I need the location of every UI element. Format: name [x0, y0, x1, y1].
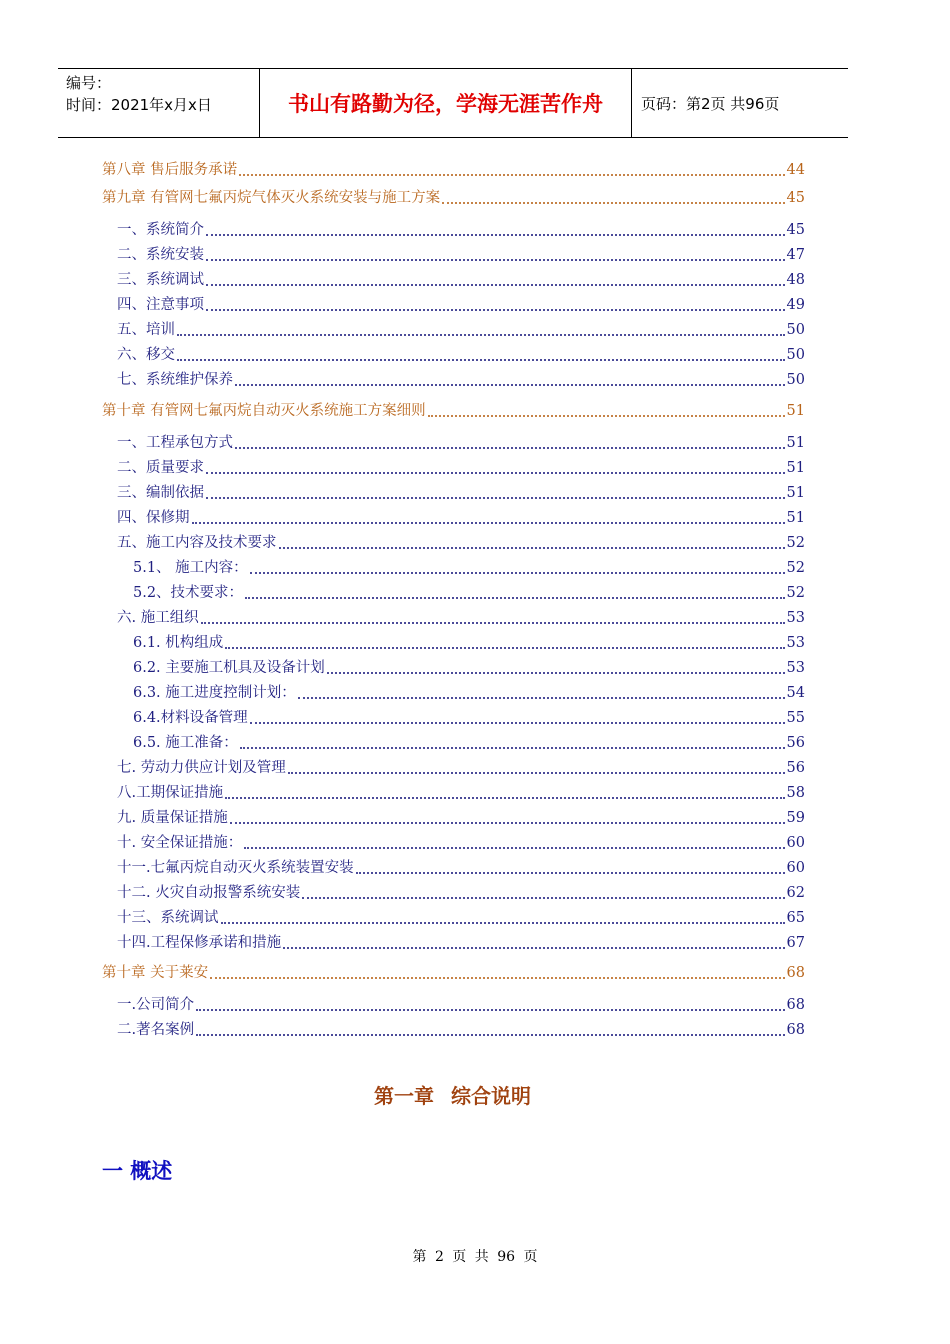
toc-entry-title: 五、培训 — [117, 322, 175, 338]
toc-leader-dots — [225, 797, 784, 799]
toc-entry-title: 十三、系统调试 — [117, 910, 219, 926]
toc-leader-dots — [201, 622, 785, 624]
toc-leader-dots — [288, 772, 785, 774]
toc-entry[interactable] — [133, 658, 805, 678]
toc-leader-dots — [239, 174, 784, 176]
toc-entry-title: 6.3. 施工进度控制计划： — [133, 685, 296, 701]
toc-entry-title: 十. 安全保证措施： — [117, 835, 243, 851]
toc-leader-dots — [206, 259, 785, 261]
toc-leader-dots — [442, 202, 784, 204]
toc-entry[interactable] — [133, 733, 805, 753]
toc-entry[interactable] — [117, 908, 805, 928]
toc-entry[interactable] — [117, 1020, 805, 1040]
toc-entry[interactable] — [117, 608, 805, 628]
toc-entry-title: 三、编制依据 — [117, 485, 204, 501]
toc-entry[interactable] — [117, 995, 805, 1015]
toc-entry-page: 47 — [786, 247, 805, 263]
toc-entry-page: 51 — [786, 510, 805, 526]
toc-entry-page: 52 — [786, 585, 805, 601]
toc-entry-page: 51 — [786, 435, 805, 451]
toc-entry-title: 6.5. 施工准备： — [133, 735, 238, 751]
header-motto: 书山有路勤为径，学海无涯苦作舟 — [259, 69, 632, 137]
toc-entry-title: 第八章 售后服务承诺 — [102, 162, 238, 178]
toc-entry-title: 四、保修期 — [117, 510, 190, 526]
toc-entry-title: 七、系统维护保养 — [117, 372, 233, 388]
toc-entry[interactable] — [133, 683, 805, 703]
toc-entry[interactable] — [117, 458, 805, 478]
toc-entry[interactable] — [117, 483, 805, 503]
toc-entry[interactable] — [117, 345, 805, 365]
toc-entry-title: 5.1、 施工内容： — [133, 560, 248, 576]
toc-entry[interactable] — [117, 758, 805, 778]
toc-leader-dots — [298, 697, 785, 699]
toc-leader-dots — [206, 497, 785, 499]
toc-entry[interactable] — [117, 245, 805, 265]
toc-entry-page: 68 — [786, 965, 805, 981]
toc-entry-page: 53 — [786, 635, 805, 651]
toc-entry[interactable] — [117, 808, 805, 828]
toc-entry-page: 62 — [786, 885, 805, 901]
toc-leader-dots — [245, 597, 784, 599]
toc-entry-title: 6.4.材料设备管理 — [133, 710, 248, 726]
header-number-label: 编号： — [66, 74, 112, 92]
toc-entry-page: 60 — [786, 860, 805, 876]
toc-entry-page: 50 — [786, 322, 805, 338]
toc-leader-dots — [302, 897, 784, 899]
toc-leader-dots — [235, 447, 785, 449]
toc-leader-dots — [428, 415, 785, 417]
toc-entry-title: 第十章 有管网七氟丙烷自动灭火系统施工方案细则 — [102, 403, 426, 419]
toc-entry-page: 60 — [786, 835, 805, 851]
toc-leader-dots — [244, 847, 784, 849]
toc-entry-page: 67 — [786, 935, 805, 951]
toc-entry-page: 68 — [786, 997, 805, 1013]
toc-entry-page: 49 — [786, 297, 805, 313]
toc-entry-title: 六. 施工组织 — [117, 610, 199, 626]
toc-leader-dots — [225, 647, 784, 649]
toc-entry-title: 五、施工内容及技术要求 — [117, 535, 277, 551]
toc-chapter-entry[interactable] — [102, 188, 805, 208]
toc-leader-dots — [283, 947, 784, 949]
toc-leader-dots — [206, 472, 785, 474]
toc-entry[interactable] — [117, 833, 805, 853]
toc-leader-dots — [250, 572, 785, 574]
toc-leader-dots — [206, 234, 785, 236]
toc-entry[interactable] — [117, 370, 805, 390]
toc-entry-page: 50 — [786, 372, 805, 388]
toc-chapter-entry[interactable] — [102, 401, 805, 421]
toc-entry-page: 55 — [786, 710, 805, 726]
toc-chapter-entry[interactable] — [102, 963, 805, 983]
toc-leader-dots — [196, 1034, 784, 1036]
toc-entry-title: 十四.工程保修承诺和措施 — [117, 935, 282, 951]
toc-entry-page: 54 — [786, 685, 805, 701]
section-heading: 一 概述 — [102, 1159, 173, 1183]
toc-entry[interactable] — [117, 220, 805, 240]
toc-entry-page: 56 — [786, 760, 805, 776]
toc-entry-page: 65 — [786, 910, 805, 926]
toc-entry-page: 51 — [786, 403, 805, 419]
toc-entry[interactable] — [117, 858, 805, 878]
toc-entry-page: 48 — [786, 272, 805, 288]
toc-entry-page: 45 — [786, 190, 805, 206]
toc-leader-dots — [206, 309, 785, 311]
toc-entry[interactable] — [117, 433, 805, 453]
page-header — [58, 68, 848, 138]
toc-entry-page: 45 — [786, 222, 805, 238]
toc-entry[interactable] — [117, 883, 805, 903]
toc-leader-dots — [192, 522, 785, 524]
toc-leader-dots — [196, 1009, 784, 1011]
toc-entry-page: 52 — [786, 535, 805, 551]
toc-entry-title: 八.工期保证措施 — [117, 785, 224, 801]
header-meta — [58, 69, 259, 137]
toc-entry-title: 四、注意事项 — [117, 297, 204, 313]
toc-leader-dots — [240, 747, 785, 749]
toc-entry-title: 第十章 关于莱安 — [102, 965, 209, 981]
toc-entry-title: 一、工程承包方式 — [117, 435, 233, 451]
toc-entry-page: 53 — [786, 610, 805, 626]
toc-entry-title: 一、系统简介 — [117, 222, 204, 238]
toc-entry[interactable] — [117, 320, 805, 340]
toc-entry-page: 44 — [786, 162, 805, 178]
toc-entry[interactable] — [133, 708, 805, 728]
toc-leader-dots — [210, 977, 784, 979]
toc-entry-title: 三、系统调试 — [117, 272, 204, 288]
toc-entry-title: 6.2. 主要施工机具及设备计划 — [133, 660, 325, 676]
toc-entry-page: 53 — [786, 660, 805, 676]
toc-entry-title: 十二. 火灾自动报警系统安装 — [117, 885, 301, 901]
toc-entry[interactable] — [117, 533, 805, 553]
toc-entry-title: 九. 质量保证措施 — [117, 810, 228, 826]
header-time-label: 时间：2021年x月x日 — [66, 96, 212, 114]
toc-entry-page: 51 — [786, 485, 805, 501]
toc-entry[interactable] — [133, 633, 805, 653]
toc-entry-title: 5.2、技术要求： — [133, 585, 244, 601]
toc-leader-dots — [356, 872, 785, 874]
toc-entry-title: 二、质量要求 — [117, 460, 204, 476]
toc-leader-dots — [221, 922, 785, 924]
toc-entry[interactable] — [133, 558, 805, 578]
toc-entry-page: 56 — [786, 735, 805, 751]
toc-leader-dots — [177, 359, 785, 361]
toc-entry-page: 58 — [786, 785, 805, 801]
toc-entry-title: 二、系统安装 — [117, 247, 204, 263]
toc-entry[interactable] — [117, 508, 805, 528]
toc-chapter-entry[interactable] — [102, 160, 805, 180]
toc-entry[interactable] — [117, 933, 805, 953]
toc-entry-page: 68 — [786, 1022, 805, 1038]
toc-leader-dots — [177, 334, 785, 336]
toc-entry-page: 59 — [786, 810, 805, 826]
toc-entry[interactable] — [133, 583, 805, 603]
toc-entry-title: 第九章 有管网七氟丙烷气体灭火系统安装与施工方案 — [102, 190, 441, 206]
chapter-heading: 第一章 综合说明 — [374, 1084, 531, 1108]
toc-leader-dots — [230, 822, 785, 824]
toc-leader-dots — [250, 722, 785, 724]
toc-leader-dots — [327, 672, 785, 674]
header-page-info: 页码：第2页 共96页 — [641, 94, 780, 113]
toc-entry[interactable] — [117, 295, 805, 315]
toc-entry[interactable] — [117, 783, 805, 803]
toc-entry-title: 一.公司简介 — [117, 997, 195, 1013]
toc-leader-dots — [235, 384, 785, 386]
toc-entry-title: 十一.七氟丙烷自动灭火系统装置安装 — [117, 860, 354, 876]
toc-entry-page: 52 — [786, 560, 805, 576]
toc-entry-title: 6.1. 机构组成 — [133, 635, 224, 651]
toc-leader-dots — [206, 284, 785, 286]
toc-entry-page: 51 — [786, 460, 805, 476]
page-footer: 第 2 页 共 96 页 — [412, 1249, 538, 1265]
toc-entry-page: 50 — [786, 347, 805, 363]
toc-entry[interactable] — [117, 270, 805, 290]
toc-leader-dots — [279, 547, 785, 549]
toc-entry-title: 七. 劳动力供应计划及管理 — [117, 760, 286, 776]
toc-entry-title: 二.著名案例 — [117, 1022, 195, 1038]
toc-entry-title: 六、移交 — [117, 347, 175, 363]
